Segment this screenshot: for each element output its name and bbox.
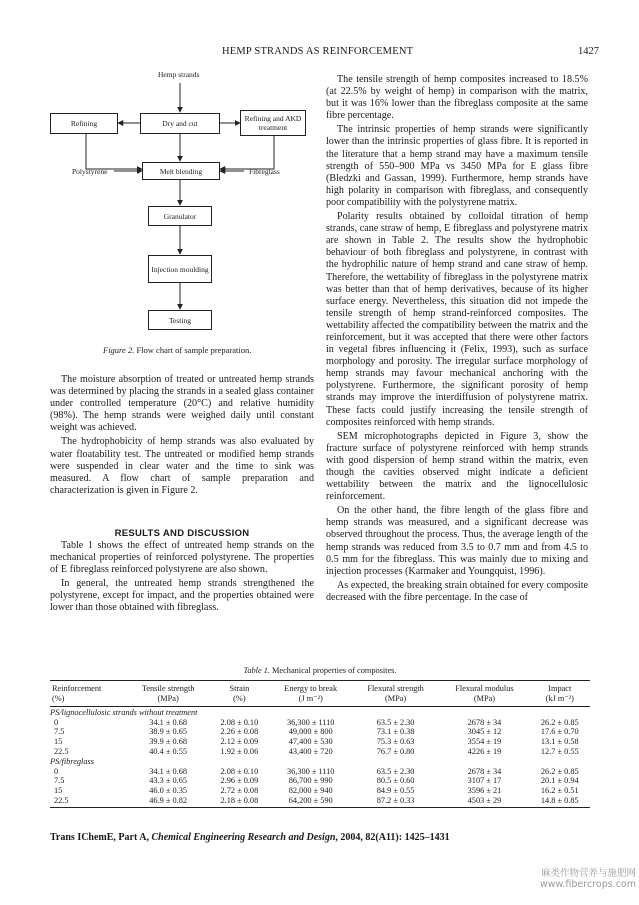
table-group-row [50, 707, 590, 718]
flowchart-box-refining: Refining [50, 113, 118, 134]
table-group-label: PS/lignocellulosic strands without treatment [50, 708, 198, 718]
flowchart-label-hemp-strands: Hemp strands [158, 70, 200, 79]
footer-journal: Chemical Engineering Research and Design [151, 832, 336, 843]
flowchart-box-injection-moulding: Injection moulding [148, 255, 212, 283]
table-cell: 76.7 ± 0.80 [376, 746, 415, 756]
flowchart-box-refining-akd: Refining and AKD treatment [240, 110, 306, 136]
table-cell: 86,700 ± 990 [288, 776, 333, 786]
table-header-unit: (J m⁻²) [270, 694, 352, 707]
table-cell: 4503 ± 29 [439, 796, 529, 808]
table-row [50, 786, 590, 796]
table-header-unit: (%) [50, 694, 127, 707]
table-cell: 43.3 ± 0.65 [149, 776, 188, 786]
flowchart-box-melt-blending: Melt blending [142, 162, 220, 180]
table-cell: 47,400 ± 530 [288, 736, 333, 746]
table-header-row [50, 681, 590, 694]
table-cell: 64,200 ± 590 [270, 796, 352, 808]
table-group-label: PS/fibreglass [50, 757, 94, 767]
table-cell: 7.5 [54, 727, 65, 737]
table-cell: 26.2 ± 0.85 [540, 717, 579, 727]
table-row [50, 796, 590, 808]
left-column-top [50, 374, 314, 499]
footer-volume: 82(A11): [365, 832, 403, 843]
table-cell: 15 [54, 736, 63, 746]
table-cell: 43,400 ± 720 [288, 746, 333, 756]
table-cell: 7.5 [54, 776, 65, 786]
table-header-cell: Reinforcement [50, 681, 127, 694]
table-cell: 1.92 ± 0.06 [220, 746, 259, 756]
table-cell: 63.5 ± 2.30 [376, 766, 415, 776]
table-cell: 3596 ± 21 [467, 785, 502, 795]
footer-citation [50, 832, 450, 843]
table-row [50, 718, 590, 728]
table-cell: 36,300 ± 1110 [286, 766, 335, 776]
table-cell: 15 [54, 785, 63, 795]
table-header-unit: (kJ m⁻²) [530, 694, 590, 707]
table-header-unit: (MPa) [439, 694, 529, 707]
table-cell: 2678 ± 34 [467, 766, 502, 776]
table-cell: 46.0 ± 0.35 [149, 785, 188, 795]
table-cell: 73.1 ± 0.38 [376, 727, 415, 737]
table-cell: 0 [54, 766, 59, 776]
table-cell: 26.2 ± 0.85 [540, 766, 579, 776]
flowchart-figure [46, 64, 302, 364]
table-cell: 63.5 ± 2.30 [376, 717, 415, 727]
watermark-line: 麻类作物营养与施肥网 [540, 868, 636, 879]
table-cell: 2.26 ± 0.08 [220, 727, 259, 737]
table-cell: 2.18 ± 0.08 [209, 796, 269, 808]
paragraph: As expected, the breaking strain obtained for every composite decreased with the fibre percentage. In the case of [326, 579, 588, 603]
table-header-cell: Impact [530, 681, 590, 694]
mechanical-properties-table [50, 680, 590, 808]
table-cell: 80.5 ± 0.60 [376, 776, 415, 786]
table-cell: 2678 ± 34 [467, 717, 502, 727]
table-cell: 22.5 [54, 746, 69, 756]
paragraph: SEM microphotographs depicted in Figure 3, show the fracture surface of polystyrene reinforced with hemp strands with good dispersion of hemp strand within the matrix, even though the cavities observed might indicate a deficient wettability between the matrix and the lignocellulosic reinforcement. [326, 430, 588, 503]
paragraph: Polarity results obtained by colloidal titration of hemp strands, cane straw of hemp, E fibreglass and polystyrene matrix are shown in Table 2. The results show the hydrophobic behaviour of both fibreglass and polystyrene, in contrast with the hydrophilic nature of hemp strand and cane straw of hemp. Therefore, the wettability of fibreglass in the polystyrene matrix was better than that of hemp derivatives, because of its higher surface energy. Nevertheless, this situation did not impede the tensile strength of hemp strand-reinforced composites. The wettability affected the compatibility between the matrix and the reinforcement, but it was accepted that there were other factors in vegetal fibres influencing it (Felix, 1993), such as surface morphology and porosity. The irregular surface morphology of hemp strands may favour mechanical anchoring with the polystyrene. Furthermore, the significant porosity of hemp strands may improve the interdiffusion of polystyrene matrix. These facts could justify increasing the tensile strength of composites reinforced with hemp strands. [326, 211, 588, 428]
watermark [490, 868, 636, 890]
section-heading: RESULTS AND DISCUSSION [114, 528, 250, 539]
figure-caption [103, 345, 251, 355]
paragraph: On the other hand, the fibre length of the glass fibre and hemp strands was measured, and a significant decrease was observed throughout the process. Thus, the average length of the hemp strands was reduced from 3.5 to 0.7 mm and from 4.5 to 0.5 mm for the fibreglass. This was mainly due to mixing and injection processes (Karmaker and Youngquist, 1996). [326, 505, 588, 577]
table-row [50, 776, 590, 786]
table-cell: 3107 ± 17 [467, 776, 502, 786]
table-row [50, 747, 590, 757]
table-cell: 13.1 ± 0.58 [540, 736, 579, 746]
table-cell: 87.2 ± 0.33 [352, 796, 440, 808]
table-header-unit: (MPa) [352, 694, 440, 707]
figure-caption-label: Figure 2. [103, 345, 135, 355]
footer-prefix: Trans IChemE, Part A, [50, 832, 149, 843]
left-column-bottom [50, 540, 314, 617]
table-caption-label: Table 1. [243, 666, 270, 675]
table-cell: 16.2 ± 0.51 [540, 785, 579, 795]
table-container [50, 666, 590, 808]
table-cell: 82,000 ± 940 [288, 785, 333, 795]
paragraph: The tensile strength of hemp composites increased to 18.5% (at 22.5% by weight of hemp) in comparison with the matrix, but it was 16% lower than the fibreglass composite at the same fibre percentage. [326, 74, 588, 122]
table-header-cell: Flexural strength [352, 681, 440, 694]
paragraph: Table 1 shows the effect of untreated hemp strands on the mechanical properties of reinforced polystyrene. The properties of E fibreglass reinforced polystyrene are also shown. [50, 540, 314, 576]
table-cell: 12.7 ± 0.55 [540, 746, 579, 756]
table-header-cell: Energy to break [270, 681, 352, 694]
watermark-url: www.fibercrops.com [539, 879, 636, 890]
page-number: 1427 [578, 46, 599, 57]
paragraph: The moisture absorption of treated or untreated hemp strands was determined by placing the strands in a sealed glass container under controlled temperature (20°C) and relative humidity (98%). The hemp strands were weighed daily until constant weight was achieved. [50, 374, 314, 434]
footer-pages: 1425–1431 [404, 832, 450, 843]
table-row [50, 767, 590, 777]
table-header-cell: Flexural modulus [439, 681, 529, 694]
table-cell: 3554 ± 19 [467, 736, 502, 746]
table-cell: 49,000 ± 800 [288, 727, 333, 737]
table-header-cell: Tensile strength [127, 681, 209, 694]
figure-caption-text: Flow chart of sample preparation. [136, 345, 252, 355]
arrow-refining-to-melt [86, 134, 142, 169]
table-cell: 36,300 ± 1110 [286, 717, 335, 727]
table-cell: 22.5 [50, 796, 127, 808]
table-cell: 34.1 ± 0.68 [149, 766, 188, 776]
table-cell: 84.9 ± 0.55 [376, 785, 415, 795]
paragraph: The intrinsic properties of hemp strands were significantly lower than the intrinsic properties of glass fibre. It is reported in the literature that a hemp strand may have a maximum tensile strength of 550–900 MPa vs 3450 MPa for E glass fibre (Bledzki and Gassan, 1999). Furthermore, hemp strands have high polarity in comparison with fibreglass, and consequently poor compatibility with the polystyrene matrix. [326, 124, 588, 208]
table-cell: 3045 ± 12 [467, 727, 502, 737]
table-cell: 0 [54, 717, 59, 727]
table-cell: 20.1 ± 0.94 [540, 776, 579, 786]
table-cell: 75.3 ± 0.63 [376, 736, 415, 746]
paragraph: In general, the untreated hemp strands strengthened the polystyrene, except for impact, and the properties obtained were lower than those obtained with fibreglass. [50, 578, 314, 614]
table-header-unit: (MPa) [127, 694, 209, 707]
table-group-row [50, 756, 590, 767]
arrow-akd-to-melt [220, 134, 274, 169]
table-cell: 40.4 ± 0.55 [149, 746, 188, 756]
table-cell: 2.12 ± 0.09 [220, 736, 259, 746]
table-cell: 2.96 ± 0.09 [220, 776, 259, 786]
flowchart-label-fibreglass: Fibreglass [249, 167, 280, 176]
paragraph: The hydrophobicity of hemp strands was also evaluated by water floatability test. The untreated or modified hemp strands were suspended in clear water and the time to sink was measured. A flow chart of sample preparation and characterization is given in Figure 2. [50, 436, 314, 496]
table-body [50, 707, 590, 808]
right-column [326, 74, 588, 606]
flowchart-box-granulator: Granulator [148, 206, 212, 226]
table-header-cell: Strain [209, 681, 269, 694]
table-cell: 2.08 ± 0.10 [220, 766, 259, 776]
table-cell: 39.9 ± 0.68 [149, 736, 188, 746]
table-cell: 46.9 ± 0.82 [127, 796, 209, 808]
table-cell: 14.8 ± 0.85 [530, 796, 590, 808]
table-header-units-row [50, 694, 590, 707]
table-cell: 17.6 ± 0.70 [540, 727, 579, 737]
table-cell: 2.72 ± 0.08 [220, 785, 259, 795]
table-caption [50, 666, 590, 675]
table-row [50, 737, 590, 747]
table-cell: 4226 ± 19 [467, 746, 502, 756]
flowchart-label-polystyrene: Polystyrene [72, 167, 108, 176]
flowchart-box-dry-and-cut: Dry and cut [140, 113, 220, 134]
table-cell: 38.9 ± 0.65 [149, 727, 188, 737]
table-header-unit: (%) [209, 694, 269, 707]
table-caption-text: Mechanical properties of composites. [272, 666, 397, 675]
table-cell: 34.1 ± 0.68 [149, 717, 188, 727]
running-title: HEMP STRANDS AS REINFORCEMENT [222, 46, 414, 57]
table-row [50, 727, 590, 737]
running-head [0, 46, 639, 60]
footer-year: , 2004, [335, 832, 363, 843]
flowchart-box-testing: Testing [148, 310, 212, 330]
table-cell: 2.08 ± 0.10 [220, 717, 259, 727]
